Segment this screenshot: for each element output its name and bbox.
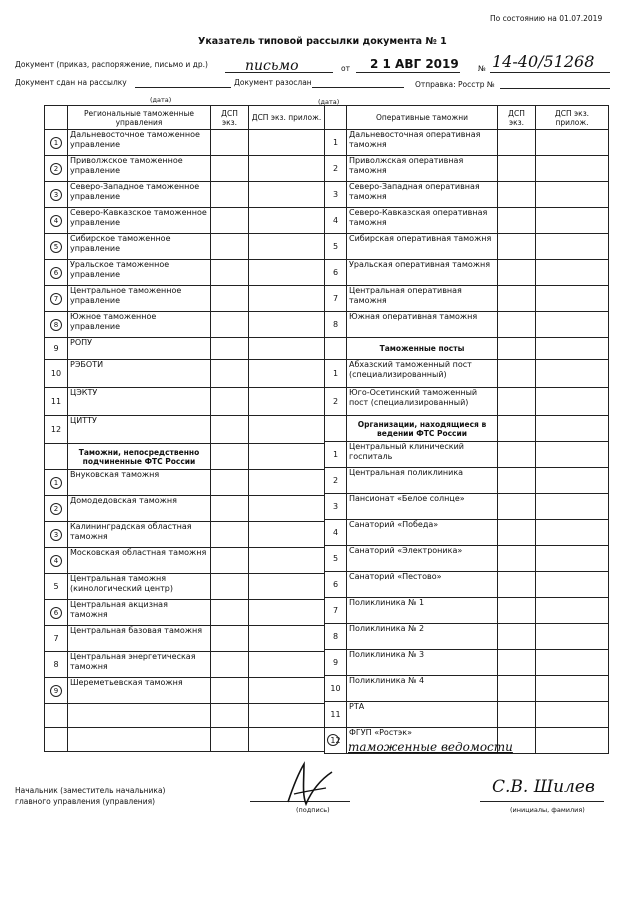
row-number: 5 (45, 574, 68, 600)
dsp-attach-cell (249, 548, 325, 574)
recipient-name: Центральная таможня (кинологический центр) (68, 574, 211, 600)
table-row (45, 548, 325, 574)
dsp-copy-cell (498, 520, 536, 546)
row-number (45, 600, 68, 626)
dsp-copy-cell (211, 470, 249, 496)
circled-number: 1 (50, 477, 62, 489)
row-number (45, 522, 68, 548)
recipient-name: РЭБОТИ (68, 360, 211, 388)
row-number (45, 130, 68, 156)
row-number: 10 (45, 360, 68, 388)
recipient-name: Шереметьевская таможня (68, 678, 211, 704)
empty-cell (45, 704, 68, 728)
header-dsp-attach: ДСП экз. прилож. (536, 106, 609, 130)
table-row (325, 442, 609, 468)
row-number (45, 470, 68, 496)
date-caption-mid: (дата) (318, 98, 340, 106)
recipient-name: РТА (347, 702, 498, 728)
doc-number-line (490, 72, 610, 73)
table-row (325, 234, 609, 260)
table-row (325, 182, 609, 208)
table-row (45, 626, 325, 652)
recipient-name: РОПУ (68, 338, 211, 360)
table-row (325, 676, 609, 702)
dsp-copy-cell (211, 208, 249, 234)
dsp-attach-cell (249, 626, 325, 652)
dsp-copy-cell (498, 598, 536, 624)
header-blank (45, 106, 68, 130)
dsp-attach-cell (536, 182, 609, 208)
table-row (325, 494, 609, 520)
table-row (325, 520, 609, 546)
circled-number: 2 (50, 163, 62, 175)
section-title: Таможенные посты (347, 338, 498, 360)
recipient-name: Санаторий «Пестово» (347, 572, 498, 598)
row-number: 2 (325, 468, 347, 494)
table-row (325, 360, 609, 388)
row-number: 1 (325, 442, 347, 468)
row-number (45, 548, 68, 574)
circled-number: 6 (50, 607, 62, 619)
dsp-attach-cell (536, 260, 609, 286)
header-dsp-copy: ДСП экз. (211, 106, 249, 130)
row-number: 9 (325, 650, 347, 676)
dsp-copy-cell (498, 208, 536, 234)
row-number (45, 182, 68, 208)
dsp-attach-cell (536, 130, 609, 156)
signer-name: С.В. Шилев (492, 777, 595, 797)
dsp-copy-cell (211, 416, 249, 444)
table-row (45, 208, 325, 234)
empty-cell (211, 728, 249, 752)
dsp-attach-cell (249, 338, 325, 360)
row-number: 5 (325, 546, 347, 572)
dsp-attach-cell (536, 650, 609, 676)
recipient-name: Поликлиника № 2 (347, 624, 498, 650)
table-row (45, 182, 325, 208)
row-number: 7 (325, 286, 347, 312)
row-number: 8 (325, 624, 347, 650)
page-title: Указатель типовой рассылки документа № 1 (198, 36, 447, 47)
table-row (45, 130, 325, 156)
dsp-copy-cell (211, 652, 249, 678)
empty-cell (249, 704, 325, 728)
dsp-copy-cell (211, 600, 249, 626)
row-number: 6 (325, 260, 347, 286)
recipient-name: Московская областная таможня (68, 548, 211, 574)
dsp-copy-cell (211, 260, 249, 286)
dsp-attach-cell (536, 208, 609, 234)
from-label: от (341, 64, 350, 73)
circled-number: 8 (50, 319, 62, 331)
recipient-name: Дальневосточное таможенное управление (68, 130, 211, 156)
recipient-name: Южное таможенное управление (68, 312, 211, 338)
table-row (45, 678, 325, 704)
dsp-copy-cell (211, 388, 249, 416)
row-number: 12 (325, 728, 347, 754)
recipient-name: Сибирская оперативная таможня (347, 234, 498, 260)
table-row (325, 702, 609, 728)
section-row (325, 338, 609, 360)
recipient-name: Северо-Кавказское таможенное управление (68, 208, 211, 234)
dsp-attach-cell (536, 702, 609, 728)
dsp-copy-cell (498, 388, 536, 416)
row-number: 7 (325, 598, 347, 624)
row-number: 3 (325, 494, 347, 520)
recipient-name: ФГУП «Ростэк» (347, 728, 498, 754)
dsp-attach-cell (536, 494, 609, 520)
circled-number: 2 (50, 503, 62, 515)
dsp-attach-cell (536, 360, 609, 388)
dsp-attach-cell (536, 520, 609, 546)
dsp-attach-cell (536, 312, 609, 338)
dsp-copy-cell (498, 156, 536, 182)
row-number: 12 (45, 416, 68, 444)
row-number: 6 (325, 572, 347, 598)
section-blank (325, 338, 347, 360)
circled-number: 9 (50, 685, 62, 697)
row-number: 11 (325, 702, 347, 728)
recipient-name: Центральная энергетическая таможня (68, 652, 211, 678)
dsp-copy-cell (498, 360, 536, 388)
doc-number-value: 14-40/51268 (492, 52, 595, 71)
table-row (325, 260, 609, 286)
dsp-copy-cell (498, 286, 536, 312)
table-header-row (45, 106, 325, 130)
dsp-attach-cell (249, 130, 325, 156)
section-title: Организации, находящиеся в ведении ФТС России (347, 416, 498, 442)
recipient-name: Приволжская оперативная таможня (347, 156, 498, 182)
row-number: 4 (325, 520, 347, 546)
dsp-copy-cell (211, 182, 249, 208)
dsp-attach-cell (536, 442, 609, 468)
table-row (45, 600, 325, 626)
table-row (325, 388, 609, 416)
doc-date-line (356, 72, 460, 73)
table-row (45, 312, 325, 338)
circled-number: 7 (50, 293, 62, 305)
dsp-attach-cell (249, 652, 325, 678)
handwritten-circle-mark (327, 731, 339, 750)
header-dsp-copy: ДСП экз. (498, 106, 536, 130)
table-row (325, 624, 609, 650)
circled-number: 4 (50, 215, 62, 227)
recipient-name: Северо-Западное таможенное управление (68, 182, 211, 208)
recipient-name: Поликлиника № 4 (347, 676, 498, 702)
dsp-attach-cell (249, 470, 325, 496)
dsp-copy-cell (211, 360, 249, 388)
circled-number: 5 (50, 241, 62, 253)
row-number (45, 234, 68, 260)
row-number (45, 286, 68, 312)
table-row (325, 286, 609, 312)
recipient-name: Калининградская областная таможня (68, 522, 211, 548)
table-row (45, 286, 325, 312)
dsp-attach-cell (536, 338, 609, 360)
recipient-name: Уральское таможенное управление (68, 260, 211, 286)
dsp-attach-cell (249, 600, 325, 626)
row-number: 1 (325, 360, 347, 388)
dsp-attach-cell (249, 182, 325, 208)
table-row (45, 388, 325, 416)
recipient-name: Санаторий «Победа» (347, 520, 498, 546)
dsp-attach-cell (249, 286, 325, 312)
recipient-name: ЦЭКТУ (68, 388, 211, 416)
sender-label: Отправка: Росстр № (415, 80, 495, 89)
row-number: 8 (325, 312, 347, 338)
circled-number: 3 (50, 189, 62, 201)
dsp-attach-cell (536, 416, 609, 442)
recipient-name: Центральная оперативная таможня (347, 286, 498, 312)
recipient-name: Приволжское таможенное управление (68, 156, 211, 182)
row-number (45, 678, 68, 704)
section-row (325, 416, 609, 442)
header-blank (325, 106, 347, 130)
recipient-name: Центральный клинический госпиталь (347, 442, 498, 468)
table-row (325, 546, 609, 572)
dsp-attach-cell (536, 598, 609, 624)
handwritten-addition: таможенные ведомости (348, 740, 513, 754)
dsp-attach-cell (536, 728, 609, 754)
dsp-copy-cell (211, 130, 249, 156)
dsp-attach-cell (249, 312, 325, 338)
section-blank (45, 444, 68, 470)
row-number: 8 (45, 652, 68, 678)
dsp-copy-cell (498, 572, 536, 598)
table-row (325, 156, 609, 182)
recipient-name: Центральное таможенное управление (68, 286, 211, 312)
recipient-name: Пансионат «Белое солнце» (347, 494, 498, 520)
recipient-name: ЦИТТУ (68, 416, 211, 444)
doc-type-label: Документ (приказ, распоряжение, письмо и др.) (15, 60, 208, 69)
empty-cell (45, 728, 68, 752)
dsp-attach-cell (249, 522, 325, 548)
dsp-copy-cell (211, 626, 249, 652)
empty-cell (68, 704, 211, 728)
recipient-name: Поликлиника № 1 (347, 598, 498, 624)
row-number: 7 (45, 626, 68, 652)
recipient-name: Внуковская таможня (68, 470, 211, 496)
row-number: 2 (325, 156, 347, 182)
row-number: 5 (325, 234, 347, 260)
row-number (45, 260, 68, 286)
table-row (45, 574, 325, 600)
section-title: Таможни, непосредственно подчиненные ФТС России (68, 444, 211, 470)
dsp-copy-cell (211, 678, 249, 704)
row-number (45, 496, 68, 522)
table-row (45, 652, 325, 678)
recipient-name: Домодедовская таможня (68, 496, 211, 522)
dsp-copy-cell (498, 546, 536, 572)
empty-row (45, 704, 325, 728)
dsp-copy-cell (498, 416, 536, 442)
dsp-copy-cell (498, 442, 536, 468)
chief-label-2: главного управления (управления) (15, 797, 156, 806)
dsp-copy-cell (498, 130, 536, 156)
table-row (45, 470, 325, 496)
doc-type-value: письмо (245, 58, 299, 74)
name-caption: (инициалы, фамилия) (510, 806, 585, 814)
dsp-copy-cell (211, 548, 249, 574)
doc-date-stamp: 2 1 АВГ 2019 (370, 57, 459, 71)
header-dsp-attach: ДСП экз. прилож. (249, 106, 325, 130)
recipient-name: Северо-Кавказская оперативная таможня (347, 208, 498, 234)
recipient-name: Южная оперативная таможня (347, 312, 498, 338)
dsp-copy-cell (498, 624, 536, 650)
row-number (45, 208, 68, 234)
row-number: 3 (325, 182, 347, 208)
handed-label: Документ сдан на рассылку (15, 78, 127, 87)
dsp-attach-cell (536, 624, 609, 650)
dsp-attach-cell (249, 156, 325, 182)
dsp-copy-cell (211, 338, 249, 360)
recipient-name: Поликлиника № 3 (347, 650, 498, 676)
signature-mark (280, 760, 340, 808)
circled-number: 3 (50, 529, 62, 541)
dsp-attach-cell (249, 260, 325, 286)
row-number (45, 312, 68, 338)
dsp-attach-cell (249, 234, 325, 260)
recipient-name: Санаторий «Электроника» (347, 546, 498, 572)
dsp-copy-cell (498, 312, 536, 338)
table-row (45, 338, 325, 360)
dsp-copy-cell (211, 444, 249, 470)
left-distribution-table (44, 105, 325, 752)
recipient-name: Абхазский таможенный пост (специализированный) (347, 360, 498, 388)
dsp-attach-cell (536, 286, 609, 312)
dsp-copy-cell (211, 312, 249, 338)
dsp-copy-cell (498, 338, 536, 360)
table-row (45, 260, 325, 286)
recipient-name: Северо-Западная оперативная таможня (347, 182, 498, 208)
dsp-attach-cell (249, 444, 325, 470)
recipient-name: Центральная акцизная таможня (68, 600, 211, 626)
recipient-name: Сибирское таможенное управление (68, 234, 211, 260)
name-line (480, 801, 604, 802)
handed-line (135, 87, 231, 88)
recipient-name: Юго-Осетинский таможенный пост (специализированный) (347, 388, 498, 416)
table-row (45, 496, 325, 522)
dsp-copy-cell (498, 494, 536, 520)
table-row (325, 572, 609, 598)
dsp-copy-cell (211, 156, 249, 182)
table-row (45, 522, 325, 548)
recipient-name: Центральная поликлиника (347, 468, 498, 494)
dsp-attach-cell (249, 416, 325, 444)
dsp-attach-cell (249, 574, 325, 600)
dsp-attach-cell (536, 234, 609, 260)
row-number: 9 (45, 338, 68, 360)
row-number: 11 (45, 388, 68, 416)
header-name: Оперативные таможни (347, 106, 498, 130)
table-header-row (325, 106, 609, 130)
table-row (325, 468, 609, 494)
dsp-copy-cell (211, 234, 249, 260)
dsp-attach-cell (536, 388, 609, 416)
dsp-copy-cell (498, 468, 536, 494)
sent-label: Документ разослан (234, 78, 312, 87)
dsp-attach-cell (536, 156, 609, 182)
dsp-attach-cell (249, 678, 325, 704)
header-name: Региональные таможенные управления (68, 106, 211, 130)
section-row (45, 444, 325, 470)
dsp-copy-cell (498, 260, 536, 286)
recipient-name: Уральская оперативная таможня (347, 260, 498, 286)
dsp-copy-cell (498, 702, 536, 728)
dsp-copy-cell (498, 234, 536, 260)
empty-cell (68, 728, 211, 752)
dsp-attach-cell (536, 546, 609, 572)
sign-caption: (подпись) (296, 806, 330, 814)
dsp-attach-cell (249, 208, 325, 234)
recipient-name: Дальневосточная оперативная таможня (347, 130, 498, 156)
dsp-copy-cell (211, 286, 249, 312)
dsp-copy-cell (498, 182, 536, 208)
dsp-attach-cell (249, 496, 325, 522)
dsp-copy-cell (211, 574, 249, 600)
empty-cell (249, 728, 325, 752)
table-row (325, 130, 609, 156)
circled-number: 4 (50, 555, 62, 567)
circled-number: 6 (50, 267, 62, 279)
sender-line (500, 88, 610, 89)
dsp-attach-cell (536, 572, 609, 598)
section-blank (325, 416, 347, 442)
dsp-attach-cell (536, 676, 609, 702)
table-row (45, 416, 325, 444)
chief-label-1: Начальник (заместитель начальника) (15, 786, 166, 795)
right-distribution-table (324, 105, 609, 754)
dsp-copy-cell (498, 676, 536, 702)
dsp-copy-cell (498, 650, 536, 676)
table-row (325, 650, 609, 676)
row-number: 10 (325, 676, 347, 702)
sent-line (312, 87, 404, 88)
table-row (325, 312, 609, 338)
empty-cell (211, 704, 249, 728)
dsp-attach-cell (249, 360, 325, 388)
row-number (45, 156, 68, 182)
table-row (325, 598, 609, 624)
table-row (45, 156, 325, 182)
status-date: По состоянию на 01.07.2019 (490, 14, 603, 23)
row-number: 4 (325, 208, 347, 234)
dsp-attach-cell (249, 388, 325, 416)
empty-row (45, 728, 325, 752)
row-number: 1 (325, 130, 347, 156)
date-caption-left: (дата) (150, 96, 172, 104)
table-row (45, 360, 325, 388)
table-row (325, 208, 609, 234)
dsp-attach-cell (536, 468, 609, 494)
row-number: 2 (325, 388, 347, 416)
recipient-name: Центральная базовая таможня (68, 626, 211, 652)
table-row (45, 234, 325, 260)
dsp-copy-cell (211, 496, 249, 522)
circled-number: 1 (50, 137, 62, 149)
dsp-copy-cell (211, 522, 249, 548)
num-label: № (478, 64, 486, 73)
